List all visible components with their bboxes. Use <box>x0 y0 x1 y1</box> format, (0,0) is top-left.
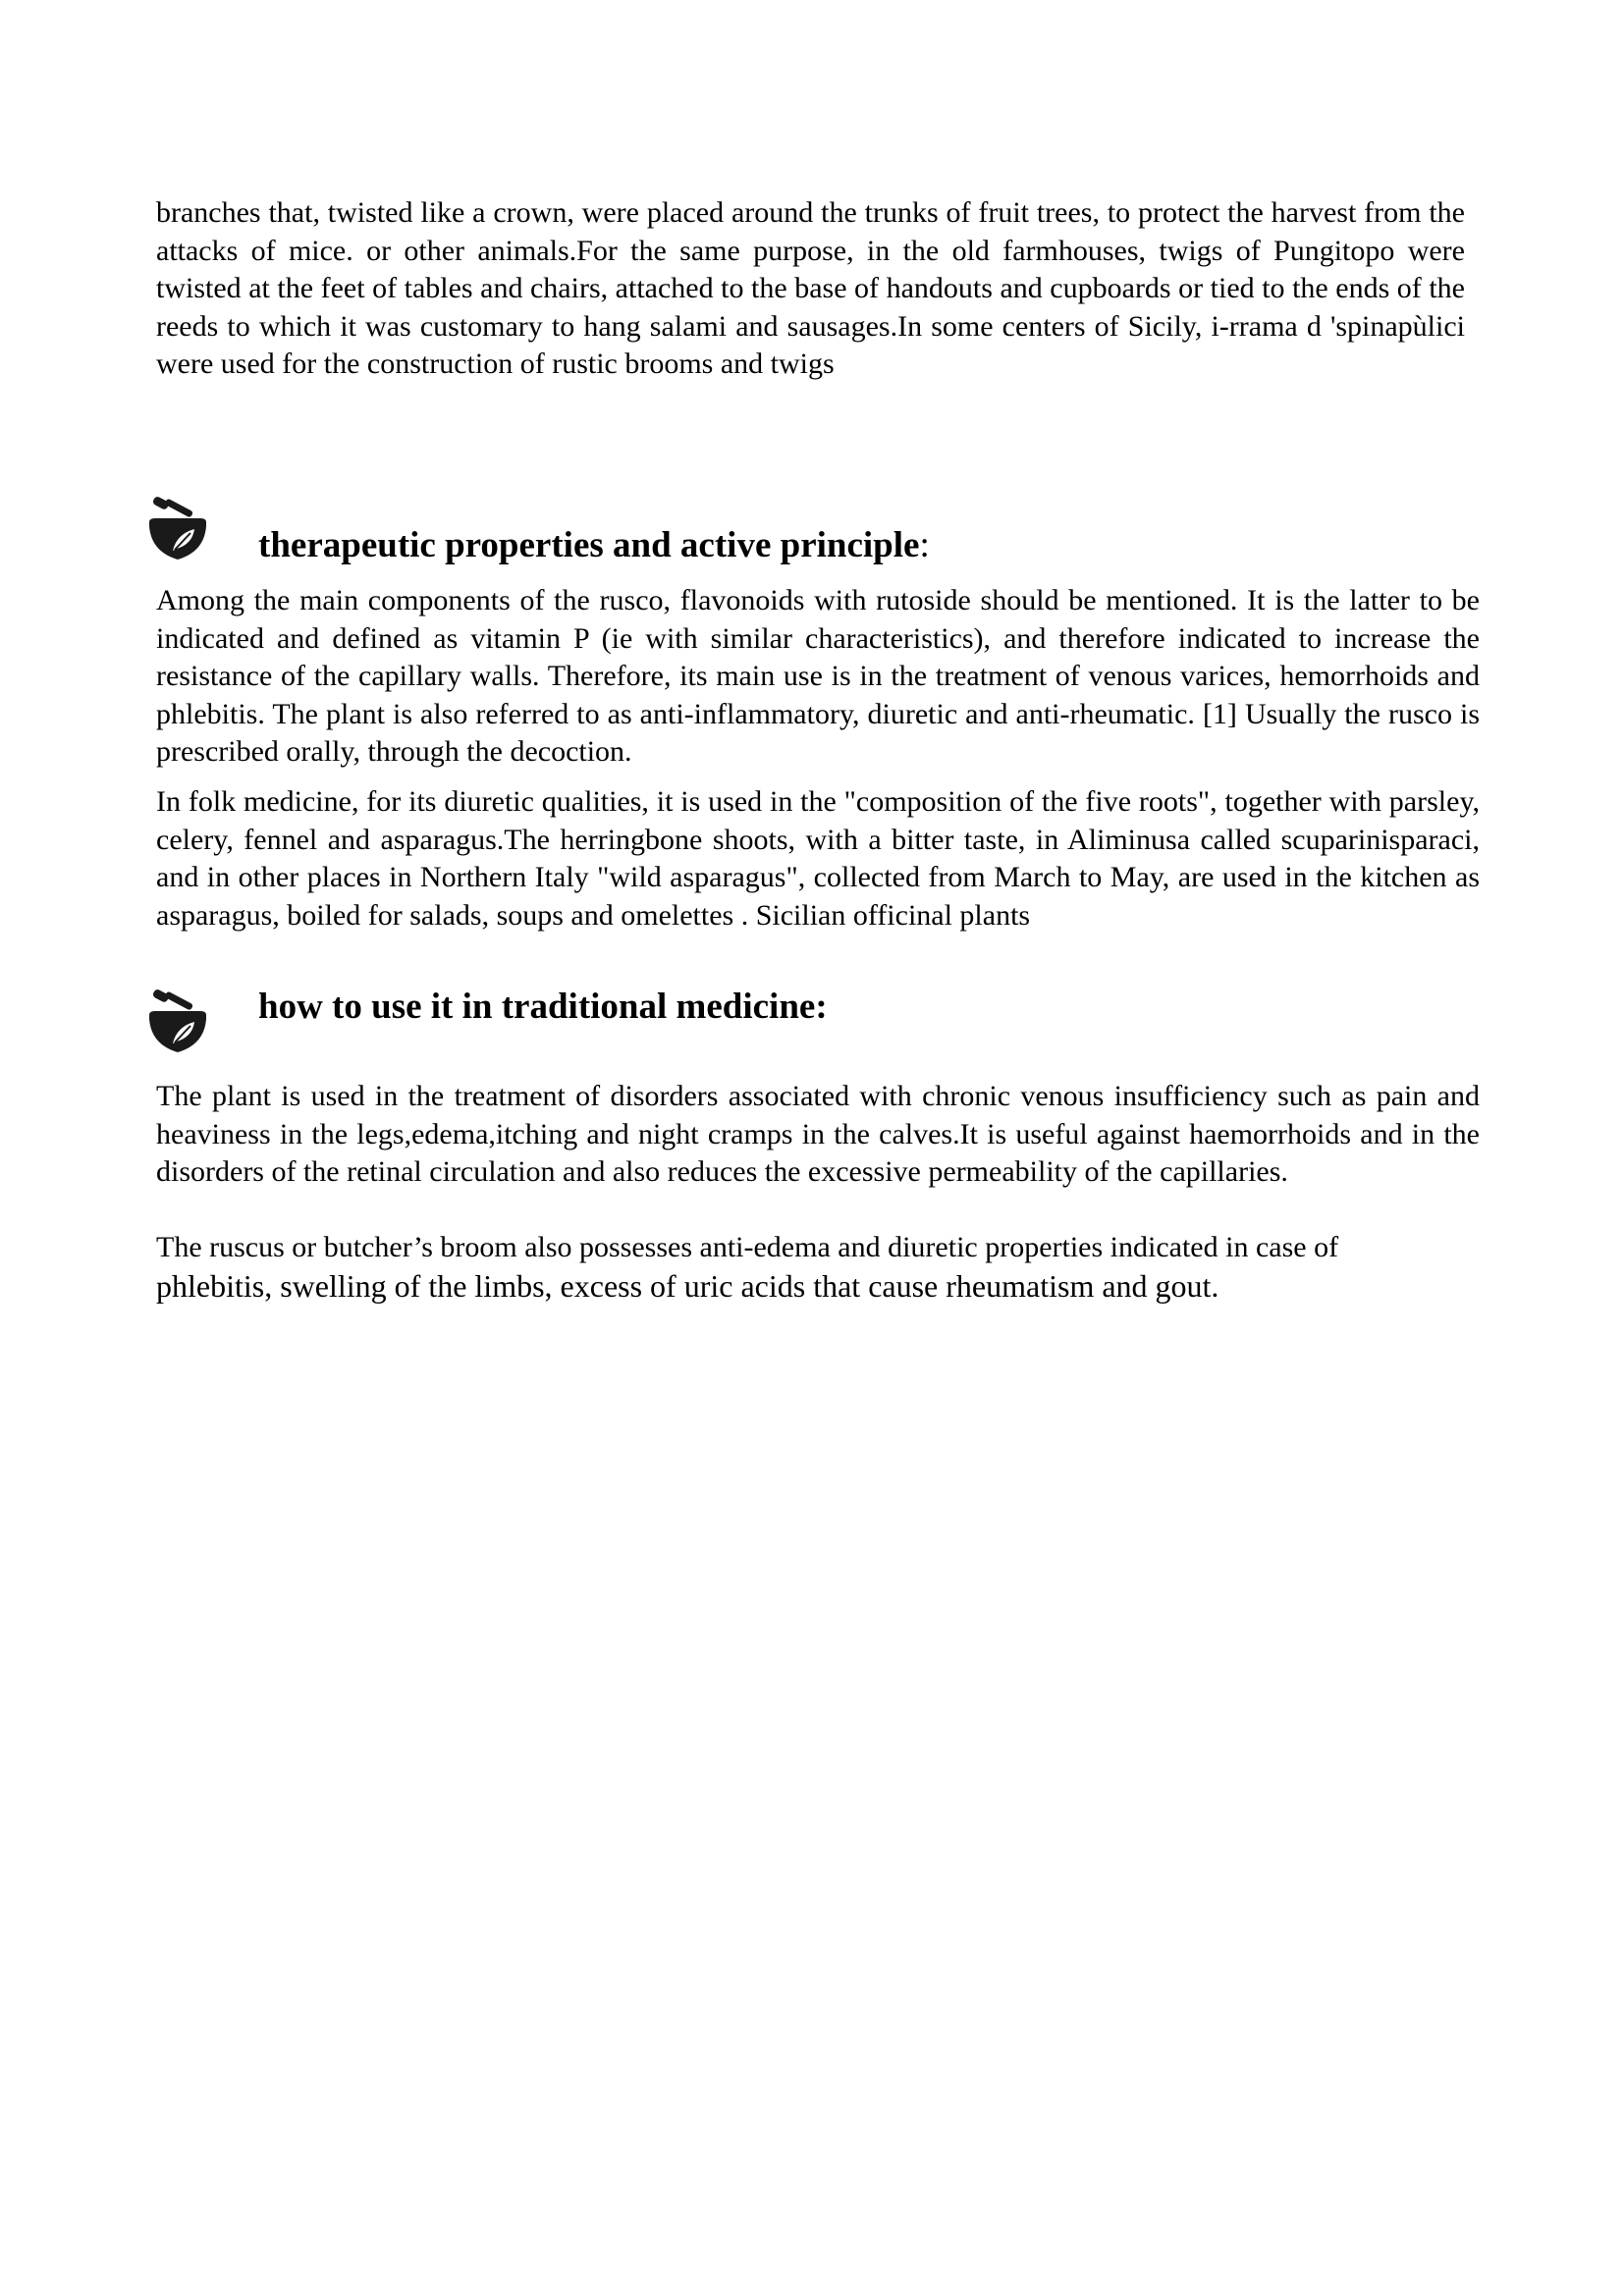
heading-title-text: therapeutic properties and active principle <box>258 525 920 565</box>
paragraph-line: The ruscus or butcher’s broom also possesses anti-edema and diuretic properties indicated in case of <box>156 1231 1339 1263</box>
heading-colon: : <box>919 525 930 565</box>
heading-title: how to use it in traditional medicine: <box>258 987 828 1027</box>
mortar-and-pestle-icon <box>147 497 208 563</box>
paragraph-venous-insufficiency: The plant is used in the treatment of disorders associated with chronic venous insufficiency such as pain and heaviness in the legs,edema,itching and night cramps in the calves.It is useful against haemorrhoids and in the disorders of the retinal circulation and also reduces the excessive permeability of the capillaries. <box>156 1080 1480 1189</box>
mortar-and-pestle-icon <box>147 989 208 1056</box>
paragraph-folk-medicine: In folk medicine, for its diuretic qualities, it is used in the "composition of the five roots", together with parsley, celery, fennel and asparagus.The herringbone shoots, with a bitter taste, in Aliminusa called scuparinisparaci, and in other places in Northern Italy "wild asparagus", collected from March to May, are used in the kitchen as asparagus, boiled for salads, soups and omelettes . Sicilian officinal plants <box>156 785 1480 932</box>
paragraph-components: Among the main components of the rusco, flavonoids with rutoside should be mentioned. It is the latter to be indicated and defined as vitamin P (ie with similar characteristics), and therefore indicated to increase the resistance of the capillary walls. Therefore, its main use is in the treatment of venous varices, hemorrhoids and phlebitis. The plant is also referred to as anti-inflammatory, diuretic and anti-rheumatic. [1] Usually the rusco is prescribed orally, through the decoction. <box>156 584 1480 769</box>
paragraph-ruscus-properties <box>156 1229 1480 1305</box>
heading-title <box>258 524 930 566</box>
paragraph-branches: branches that, twisted like a crown, were placed around the trunks of fruit trees, to protect the harvest from the attacks of mice. or other animals.For the same purpose, in the old farmhouses, twigs of Pungitopo were twisted at the feet of tables and chairs, attached to the base of handouts and cupboards or tied to the ends of the reeds to which it was customary to hang salami and sausages.In some centers of Sicily, i-rrama d 'spinapùlici were used for the construction of rustic brooms and twigs <box>156 196 1465 381</box>
paragraph-line: phlebitis, swelling of the limbs, excess of uric acids that cause rheumatism and gout. <box>156 1267 1219 1304</box>
